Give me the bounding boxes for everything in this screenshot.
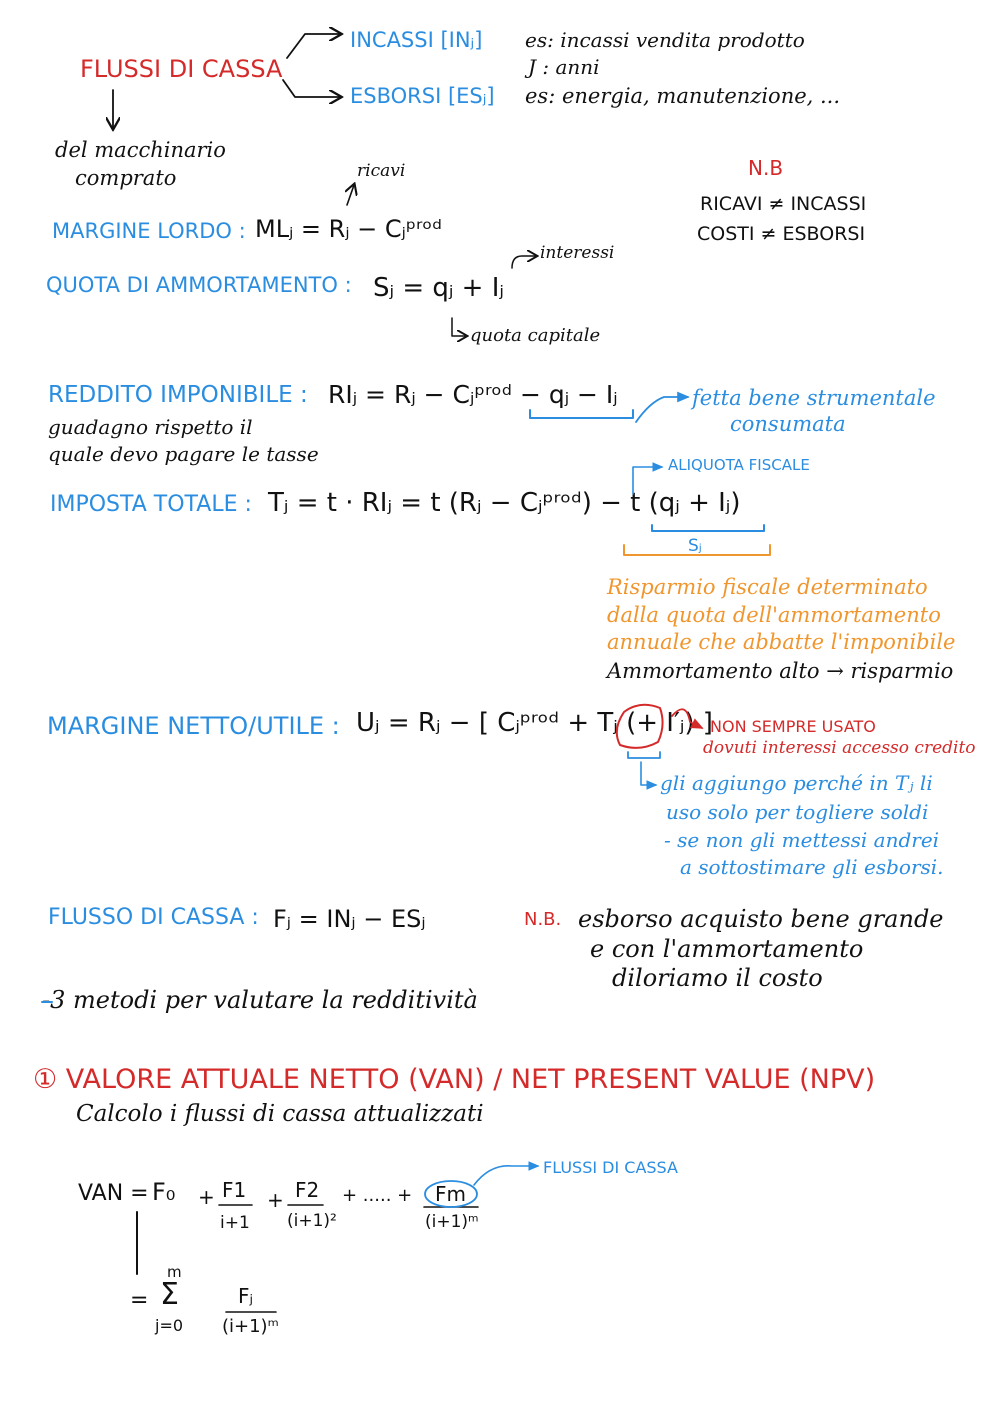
van-f1-den: i+1 bbox=[220, 1213, 250, 1233]
ricavi-annotation: ricavi bbox=[357, 161, 406, 181]
cash-flows-title: FLUSSI DI CASSA bbox=[80, 55, 283, 83]
interest-access-note: dovuti interessi accesso credito bbox=[703, 738, 976, 758]
cash-flow-label: FLUSSO DI CASSA : bbox=[48, 905, 259, 930]
nb-title: N.B bbox=[748, 156, 784, 180]
net-margin-formula: Uⱼ = Rⱼ − [ Cⱼᵖʳᵒᵈ + Tⱼ (+ I′ⱼ) ] bbox=[356, 708, 713, 738]
bracket-orange bbox=[624, 545, 770, 555]
sum-denominator: (i+1)ᵐ bbox=[222, 1316, 279, 1337]
nb-ricavi-line: RICAVI ≠ INCASSI bbox=[700, 193, 867, 215]
van-f0: F₀ bbox=[152, 1178, 176, 1206]
tax-savings-line2: dalla quota dell'ammortamento bbox=[607, 603, 941, 627]
tax-savings-line1: Risparmio fiscale determinato bbox=[607, 575, 928, 599]
taxable-income-formula: RIⱼ = Rⱼ − Cⱼᵖʳᵒᵈ − qⱼ − Iⱼ bbox=[328, 380, 618, 409]
nb-cash-flow-line2: e con l'ammortamento bbox=[590, 935, 864, 963]
amortization-high-note: Ammortamento alto → risparmio bbox=[607, 659, 954, 683]
van-f2-den: (i+1)² bbox=[287, 1211, 337, 1231]
flows-annotation: FLUSSI DI CASSA bbox=[543, 1158, 678, 1177]
nb-cash-flow: N.B. bbox=[524, 909, 562, 930]
tax-savings-line3: annuale che abbatte l'imponibile bbox=[607, 630, 956, 654]
van-fm-den: (i+1)ᵐ bbox=[425, 1212, 479, 1232]
sum-symbol: Σ bbox=[160, 1277, 179, 1312]
not-always-used: NON SEMPRE USATO bbox=[710, 717, 876, 736]
interessi-annotation: interessi bbox=[540, 243, 615, 263]
circle-interest bbox=[617, 705, 663, 748]
arrow-to-esborsi bbox=[283, 80, 340, 97]
nb-cash-flow-line3: diloriamo il costo bbox=[612, 964, 823, 992]
net-margin-label: MARGINE NETTO/UTILE : bbox=[47, 712, 340, 740]
taxable-income-label: REDDITO IMPONIBILE : bbox=[48, 382, 308, 408]
add-note-3: - se non gli mettessi andrei bbox=[664, 828, 940, 852]
fetta-note-2: consumata bbox=[730, 412, 846, 436]
arrow-add-note bbox=[641, 762, 656, 785]
npv-title: ① VALORE ATTUALE NETTO (VAN) / NET PRESENT VALUE (NPV) bbox=[33, 1064, 876, 1095]
van-label: VAN = bbox=[78, 1181, 149, 1206]
arrow-quota-capitale bbox=[452, 318, 466, 336]
incassi-example: es: incassi vendita prodotto bbox=[525, 28, 805, 52]
fetta-note-1: fetta bene strumentale bbox=[692, 386, 936, 410]
cash-flow-formula: Fⱼ = INⱼ − ESⱼ bbox=[273, 905, 426, 933]
bracket-qj-ij bbox=[530, 410, 633, 418]
arrow-fetta bbox=[636, 397, 688, 422]
bracket-sj bbox=[652, 525, 764, 531]
total-tax-label: IMPOSTA TOTALE : bbox=[50, 492, 252, 517]
aliquota-annotation: ALIQUOTA FISCALE bbox=[668, 456, 810, 474]
van-dots: + ..... + bbox=[342, 1185, 413, 1206]
j-note: J : anni bbox=[528, 55, 600, 79]
taxable-income-note-1: guadagno rispetto il bbox=[48, 415, 253, 439]
sum-numerator: Fⱼ bbox=[238, 1284, 253, 1308]
amortization-label: QUOTA DI AMMORTAMENTO : bbox=[46, 273, 352, 297]
sum-bottom: j=0 bbox=[155, 1316, 184, 1335]
arrow-aliquota bbox=[633, 467, 662, 494]
van-f1-num: F1 bbox=[222, 1178, 247, 1202]
circle-fm bbox=[425, 1181, 477, 1207]
gross-margin-label: MARGINE LORDO : bbox=[52, 219, 246, 243]
incassi-label: INCASSI [INⱼ] bbox=[350, 28, 483, 52]
add-note-2: uso solo per togliere soldi bbox=[666, 800, 929, 824]
nb-costi-line: COSTI ≠ ESBORSI bbox=[697, 223, 866, 245]
van-fm-num: Fm bbox=[435, 1182, 466, 1206]
gross-margin-formula: MLⱼ = Rⱼ − Cⱼᵖʳᵒᵈ bbox=[255, 215, 442, 243]
plus-sign-1: + bbox=[198, 1185, 215, 1209]
taxable-income-note-2: quale devo pagare le tasse bbox=[48, 442, 319, 466]
arrow-flows bbox=[474, 1166, 538, 1185]
nb-cash-flow-line1: esborso acquisto bene grande bbox=[578, 905, 944, 933]
sj-label: Sⱼ bbox=[688, 536, 702, 556]
machine-note-line1: del macchinario bbox=[55, 138, 226, 162]
arrow-not-always bbox=[672, 709, 702, 728]
quota-capitale-annotation: quota capitale bbox=[470, 325, 601, 346]
machine-note-line2: comprato bbox=[75, 166, 177, 190]
plus-sign-2: + bbox=[267, 1188, 284, 1212]
arrow-to-incassi bbox=[287, 34, 340, 58]
bracket-iprime bbox=[628, 752, 660, 758]
esborsi-label: ESBORSI [ESⱼ] bbox=[350, 84, 495, 108]
esborsi-example: es: energia, manutenzione, ... bbox=[525, 84, 841, 108]
add-note-1: gli aggiungo perché in Tⱼ li bbox=[660, 771, 933, 795]
npv-subtitle: Calcolo i flussi di cassa attualizzati bbox=[76, 1101, 484, 1127]
amortization-formula: Sⱼ = qⱼ + Iⱼ bbox=[373, 273, 504, 303]
sum-top: m bbox=[167, 1263, 182, 1281]
add-note-4: a sottostimare gli esborsi. bbox=[680, 855, 944, 879]
arrow-interessi bbox=[512, 256, 536, 268]
sum-equals: = bbox=[130, 1288, 149, 1313]
arrow-ricavi bbox=[347, 185, 354, 205]
total-tax-formula: Tⱼ = t · RIⱼ = t (Rⱼ − Cⱼᵖʳᵒᵈ) − t (qⱼ + Iⱼ) bbox=[268, 488, 741, 518]
van-f2-num: F2 bbox=[295, 1178, 320, 1202]
methods-note: -3 metodi per valutare la redditività bbox=[42, 986, 478, 1014]
